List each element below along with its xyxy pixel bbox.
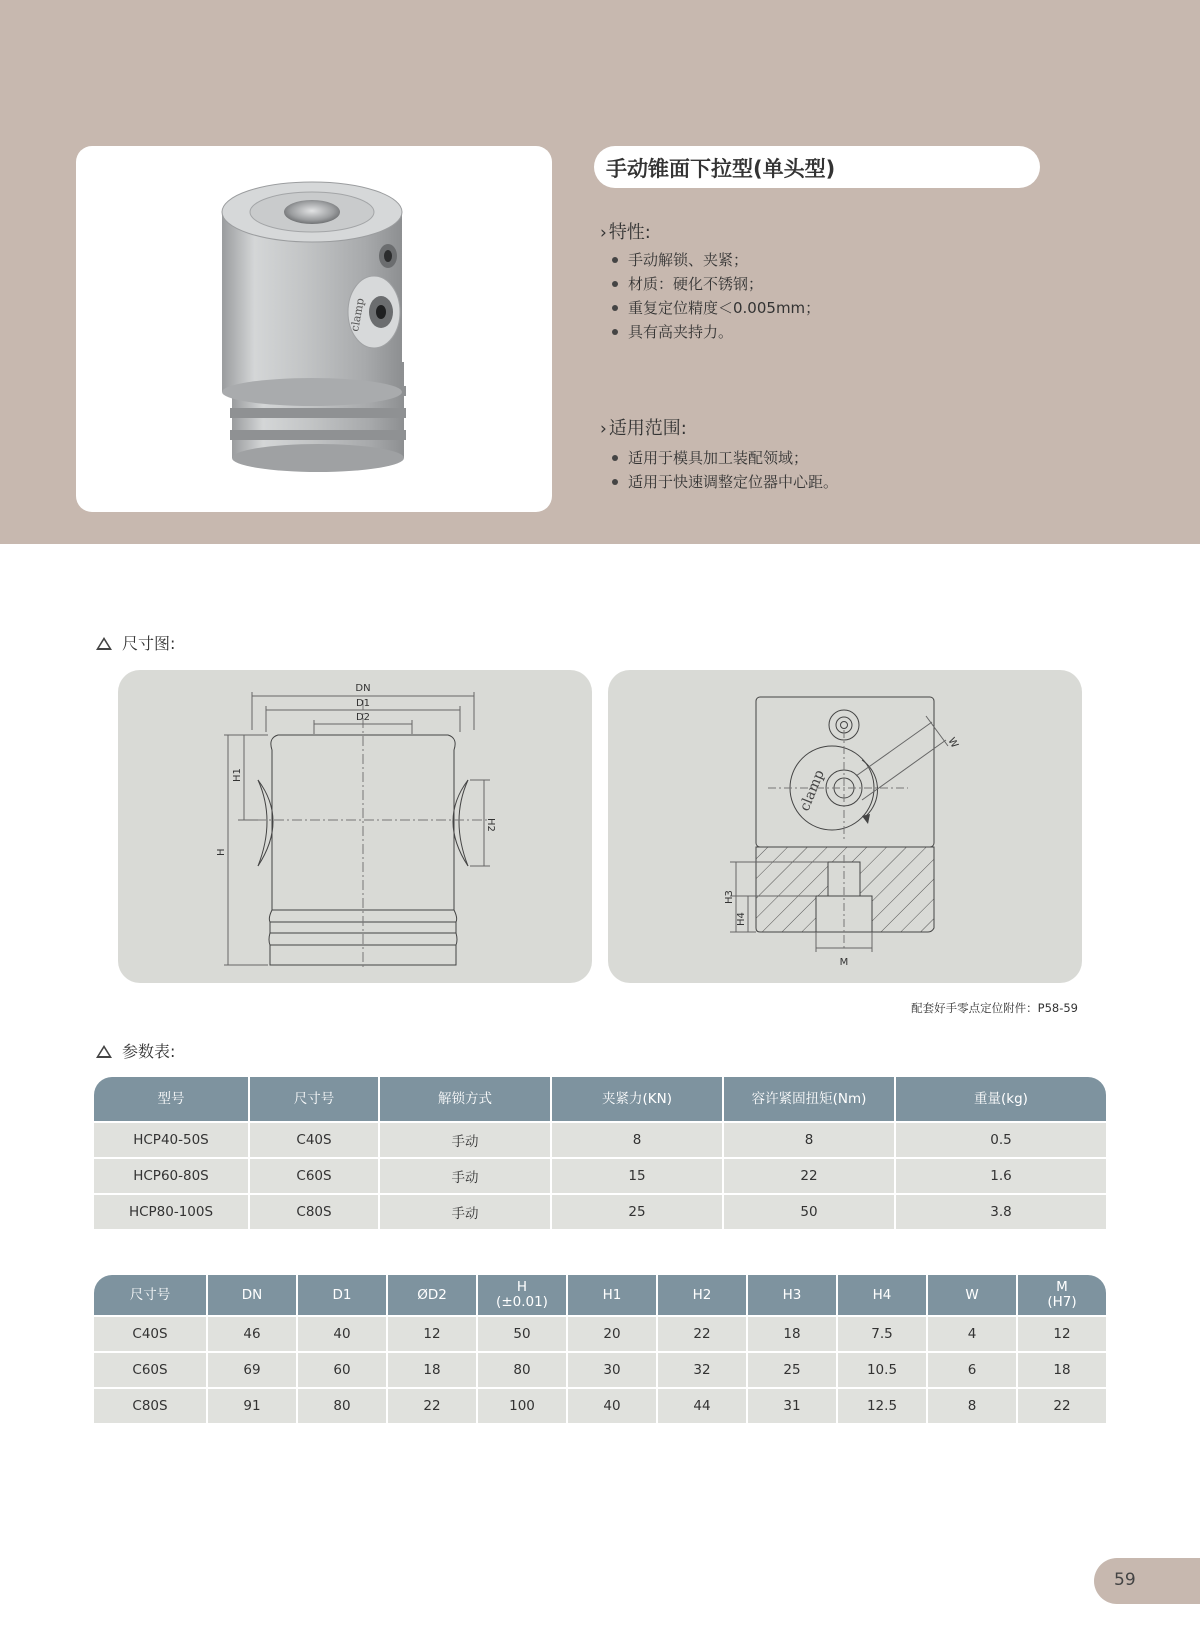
table-cell: 60 (298, 1351, 388, 1387)
table-cell: 8 (552, 1121, 724, 1157)
list-item: 重复定位精度＜0.005mm； (600, 296, 820, 320)
table-header-cell: H3 (748, 1275, 838, 1315)
page-title: 手动锥面下拉型(单头型) (606, 157, 836, 181)
table-header-cell: 夹紧力(KN) (552, 1077, 724, 1121)
table-row (94, 1121, 1106, 1157)
table-cell: 3.8 (896, 1193, 1106, 1229)
table-cell: 100 (478, 1387, 568, 1423)
table-row (94, 1157, 1106, 1193)
table-cell: C80S (94, 1387, 208, 1423)
label-h3: H3 (724, 890, 735, 904)
table-cell: 50 (478, 1315, 568, 1351)
bullet-icon (612, 257, 618, 263)
table-cell: 50 (724, 1193, 896, 1229)
table-cell: 18 (748, 1315, 838, 1351)
table-cell: 18 (388, 1351, 478, 1387)
features-heading-text: 特性: (608, 222, 651, 243)
table-header-cell: ØD2 (388, 1275, 478, 1315)
table-cell: 7.5 (838, 1315, 928, 1351)
table-header-cell: 重量(kg) (896, 1077, 1106, 1121)
table-header-cell: 尺寸号 (250, 1077, 380, 1121)
table-cell: 91 (208, 1387, 298, 1423)
table-cell: C80S (250, 1193, 380, 1229)
table-header-cell: H1 (568, 1275, 658, 1315)
list-item: 适用于快速调整定位器中心距。 (600, 470, 838, 494)
table-cell: 18 (1018, 1351, 1106, 1387)
table-cell: 22 (388, 1387, 478, 1423)
clamp-engraving-side: clamp (796, 767, 828, 814)
page-number-tab (1094, 1558, 1200, 1604)
table-cell: 4 (928, 1315, 1018, 1351)
triangle-icon (96, 1045, 112, 1058)
table-cell: 手动 (380, 1193, 552, 1229)
clamp-engraving: clamp (348, 297, 367, 333)
table-cell: 8 (724, 1121, 896, 1157)
table-cell: C60S (94, 1351, 208, 1387)
page-number: 59 (1114, 1570, 1136, 1590)
table-cell: 22 (1018, 1387, 1106, 1423)
table-cell: 80 (478, 1351, 568, 1387)
table-cell: 22 (658, 1315, 748, 1351)
label-h: H (216, 848, 227, 856)
drawing-front (118, 670, 592, 983)
table-cell: 40 (298, 1315, 388, 1351)
dimension-heading: 尺寸图: (96, 631, 175, 654)
table-header-cell: 型号 (94, 1077, 250, 1121)
chevron-right-icon: › (600, 419, 607, 439)
bullet-icon (612, 305, 618, 311)
chevron-right-icon: › (600, 223, 607, 243)
label-w: W (945, 736, 960, 751)
page-title-pill (594, 146, 1040, 188)
table-cell: 25 (748, 1351, 838, 1387)
model-table (94, 1077, 1106, 1229)
label-h1: H1 (232, 768, 243, 782)
table-cell: C40S (250, 1121, 380, 1157)
features-heading (600, 218, 651, 244)
product-photo-card (76, 146, 552, 512)
table-cell: 69 (208, 1351, 298, 1387)
table-cell: 手动 (380, 1121, 552, 1157)
table-header-cell: 容许紧固扭矩(Nm) (724, 1077, 896, 1121)
table-cell: C60S (250, 1157, 380, 1193)
table-cell: 25 (552, 1193, 724, 1229)
param-heading: 参数表: (96, 1039, 175, 1062)
table-cell: 10.5 (838, 1351, 928, 1387)
table-cell: HCP40-50S (94, 1121, 250, 1157)
table-cell: 46 (208, 1315, 298, 1351)
scope-heading (600, 414, 687, 440)
table-header-cell: H4 (838, 1275, 928, 1315)
table-cell: 44 (658, 1387, 748, 1423)
table-cell: HCP60-80S (94, 1157, 250, 1193)
table-cell: 0.5 (896, 1121, 1106, 1157)
table-header-cell: 解锁方式 (380, 1077, 552, 1121)
table-header-cell: H (±0.01) (478, 1275, 568, 1315)
table-cell: 8 (928, 1387, 1018, 1423)
table-header-row (94, 1275, 1106, 1315)
label-m: M (839, 957, 849, 968)
product-photo (76, 146, 552, 512)
table-header-cell: W (928, 1275, 1018, 1315)
triangle-icon (96, 637, 112, 650)
label-h4: H4 (736, 912, 747, 926)
label-h2: H2 (485, 818, 496, 832)
scope-list (600, 446, 838, 494)
bullet-icon (612, 329, 618, 335)
scope-heading-text: 适用范围: (608, 418, 687, 439)
table-cell: 手动 (380, 1157, 552, 1193)
table-header-cell: D1 (298, 1275, 388, 1315)
features-list (600, 248, 820, 344)
table-cell: 20 (568, 1315, 658, 1351)
table-cell: 12.5 (838, 1387, 928, 1423)
table-cell: 15 (552, 1157, 724, 1193)
table-cell: HCP80-100S (94, 1193, 250, 1229)
table-header-cell: M (H7) (1018, 1275, 1106, 1315)
label-dn: DN (355, 683, 371, 694)
table-row (94, 1315, 1106, 1351)
accessory-note: 配套好手零点定位附件：P58-59 (911, 1001, 1078, 1015)
table-cell: 32 (658, 1351, 748, 1387)
table-header-cell: DN (208, 1275, 298, 1315)
table-row (94, 1193, 1106, 1229)
drawing-front-card (118, 670, 592, 983)
table-row (94, 1387, 1106, 1423)
table-cell: 6 (928, 1351, 1018, 1387)
table-cell: 12 (1018, 1315, 1106, 1351)
label-d2: D2 (355, 712, 371, 723)
table-cell: 40 (568, 1387, 658, 1423)
bullet-icon (612, 455, 618, 461)
table-cell: 22 (724, 1157, 896, 1193)
table-cell: 1.6 (896, 1157, 1106, 1193)
table-cell: C40S (94, 1315, 208, 1351)
list-item: 适用于模具加工装配领域； (600, 446, 838, 470)
drawing-side-card (608, 670, 1082, 983)
list-item: 具有高夹持力。 (600, 320, 820, 344)
list-item: 材质：硬化不锈钢； (600, 272, 820, 296)
bullet-icon (612, 281, 618, 287)
table-header-cell: H2 (658, 1275, 748, 1315)
list-item: 手动解锁、夹紧； (600, 248, 820, 272)
drawing-side (608, 670, 1082, 983)
table-cell: 80 (298, 1387, 388, 1423)
bullet-icon (612, 479, 618, 485)
table-header-row (94, 1077, 1106, 1121)
table-header-cell: 尺寸号 (94, 1275, 208, 1315)
dimension-table (94, 1275, 1106, 1423)
table-cell: 12 (388, 1315, 478, 1351)
label-d1: D1 (355, 698, 371, 709)
table-cell: 30 (568, 1351, 658, 1387)
table-row (94, 1351, 1106, 1387)
table-cell: 31 (748, 1387, 838, 1423)
